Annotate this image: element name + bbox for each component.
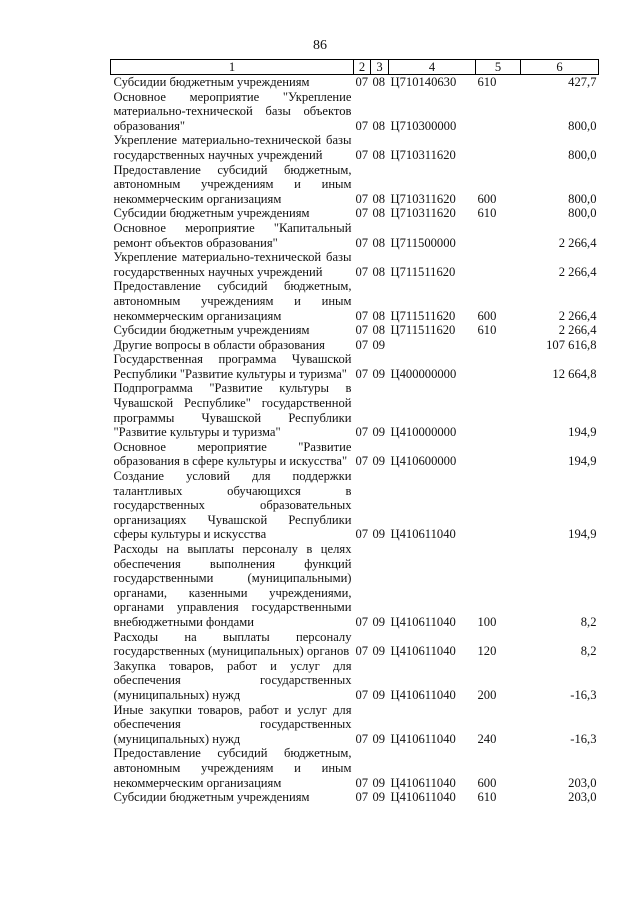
row-section: 07 [355, 454, 369, 469]
budget-table [110, 59, 599, 805]
row-expense-type [476, 338, 521, 353]
header-col-3: 3 [371, 60, 389, 75]
row-section: 07 [355, 308, 369, 323]
row-name: Создание условий для поддержки талантливых обучающихся в государственных образовательных организациях Чувашской Республики сферы культуры и искусства [113, 469, 352, 542]
row-amount: 2 266,4 [558, 308, 597, 323]
row-target-code: Ц710311620 [390, 191, 456, 206]
row-name: Укрепление материально-технической базы государственных научных учреждений [113, 250, 352, 279]
header-col-4: 4 [389, 60, 476, 75]
row-amount: 194,9 [568, 425, 597, 440]
header-col-6: 6 [521, 60, 599, 75]
table-body [111, 75, 599, 805]
row-section: 07 [355, 790, 369, 805]
row-subsection: 09 [372, 425, 386, 440]
table-row [111, 469, 599, 542]
row-section: 07 [355, 323, 369, 338]
row-target-code: Ц710140630 [390, 75, 457, 89]
row-name: Субсидии бюджетным учреждениям [113, 75, 310, 89]
row-name: Субсидии бюджетным учреждениям [113, 790, 310, 805]
row-expense-type: 120 [477, 644, 497, 659]
row-section: 07 [355, 75, 369, 89]
row-name: Субсидии бюджетным учреждениям [113, 206, 310, 221]
table-row [111, 338, 599, 353]
row-subsection: 09 [372, 366, 386, 381]
row-target-code: Ц410611040 [390, 687, 456, 702]
table-row [111, 790, 599, 805]
row-name: Другие вопросы в области образования [113, 337, 325, 352]
table-row [111, 746, 599, 790]
row-section: 07 [355, 425, 369, 440]
row-section: 07 [355, 206, 369, 221]
row-expense-type [476, 381, 521, 439]
row-section: 07 [355, 366, 369, 381]
row-name: Расходы на выплаты персоналу в целях обеспечения выполнения функций государственными (муниципальными) органами, казенными учреждениями, органами управления государственными внебюджетными фондами [113, 542, 352, 629]
table-row [111, 703, 599, 747]
row-section: 07 [355, 235, 369, 250]
row-subsection: 08 [372, 75, 386, 89]
page-number: 86 [313, 38, 327, 53]
row-section: 07 [355, 147, 369, 162]
row-subsection: 08 [372, 147, 386, 162]
table-row [111, 206, 599, 221]
table-row [111, 542, 599, 630]
row-subsection: 08 [372, 323, 386, 338]
row-target-code: Ц410600000 [390, 454, 457, 469]
row-subsection: 09 [372, 614, 386, 629]
row-expense-type [476, 250, 521, 279]
row-subsection: 09 [372, 731, 386, 746]
table-header [111, 60, 599, 75]
table-row [111, 630, 599, 659]
row-amount: 12 664,8 [552, 366, 597, 381]
row-section: 07 [355, 527, 369, 542]
row-target-code: Ц710311620 [390, 206, 456, 221]
row-amount: 2 266,4 [558, 264, 597, 279]
row-subsection: 08 [372, 191, 386, 206]
row-target-code: Ц410611040 [390, 644, 456, 659]
row-expense-type: 600 [477, 191, 497, 206]
row-amount: 800,0 [568, 206, 597, 221]
row-expense-type [476, 133, 521, 162]
row-name: Иные закупки товаров, работ и услуг для обеспечения государственных (муниципальных) нужд [113, 702, 352, 746]
table-row [111, 221, 599, 250]
row-subsection: 08 [372, 206, 386, 221]
row-expense-type [476, 440, 521, 469]
row-expense-type: 610 [477, 323, 497, 338]
row-amount: 8,2 [580, 614, 597, 629]
row-subsection: 09 [372, 527, 386, 542]
row-target-code: Ц711511620 [390, 264, 456, 279]
row-section: 07 [355, 687, 369, 702]
row-amount: -16,3 [570, 687, 597, 702]
row-amount: 203,0 [568, 775, 597, 790]
row-target-code: Ц410611040 [390, 527, 456, 542]
table-row [111, 163, 599, 207]
row-amount: 427,7 [568, 75, 597, 89]
row-expense-type: 600 [477, 775, 497, 790]
row-subsection: 08 [372, 308, 386, 323]
row-name: Основное мероприятие "Развитие образования в сфере культуры и искусства" [113, 439, 352, 469]
table-row [111, 381, 599, 439]
row-target-code: Ц711511620 [390, 308, 456, 323]
header-col-2: 2 [354, 60, 371, 75]
row-amount: 800,0 [568, 118, 597, 133]
row-target-code: Ц711511620 [390, 323, 456, 338]
row-expense-type [476, 352, 521, 381]
row-name: Государственная программа Чувашской Республики "Развитие культуры и туризма" [113, 352, 352, 381]
row-expense-type: 610 [477, 75, 497, 89]
row-subsection: 09 [372, 337, 386, 352]
row-subsection: 09 [372, 644, 386, 659]
row-amount: 203,0 [568, 790, 597, 805]
row-expense-type: 240 [477, 731, 497, 746]
row-section: 07 [355, 337, 369, 352]
row-expense-type [476, 469, 521, 542]
row-amount: 2 266,4 [558, 323, 597, 338]
table-row [111, 323, 599, 338]
row-subsection: 09 [372, 687, 386, 702]
row-name: Предоставление субсидий бюджетным, автономным учреждениям и иным некоммерческим организациям [113, 279, 352, 323]
row-amount: 194,9 [568, 527, 597, 542]
row-amount: -16,3 [570, 731, 597, 746]
table-row [111, 133, 599, 162]
row-amount: 194,9 [568, 454, 597, 469]
row-amount: 2 266,4 [558, 235, 597, 250]
row-expense-type: 610 [477, 790, 497, 805]
row-name: Основное мероприятие "Укрепление материально-технической базы объектов образования" [113, 89, 352, 133]
row-name: Основное мероприятие "Капитальный ремонт объектов образования" [113, 220, 352, 250]
row-target-code [389, 338, 476, 353]
row-target-code: Ц710311620 [390, 147, 456, 162]
row-target-code: Ц410611040 [390, 790, 456, 805]
row-subsection: 09 [372, 775, 386, 790]
row-expense-type: 610 [477, 206, 497, 221]
row-subsection: 09 [372, 454, 386, 469]
row-target-code: Ц711500000 [390, 235, 456, 250]
header-col-5: 5 [476, 60, 521, 75]
row-section: 07 [355, 775, 369, 790]
row-name: Расходы на выплаты персоналу государственных (муниципальных) органов [113, 629, 352, 659]
row-target-code: Ц410000000 [390, 425, 457, 440]
row-expense-type [476, 221, 521, 250]
row-name: Предоставление субсидий бюджетным, автономным учреждениям и иным некоммерческим организациям [113, 162, 352, 206]
header-col-1: 1 [111, 60, 354, 75]
row-section: 07 [355, 644, 369, 659]
row-target-code: Ц400000000 [390, 366, 457, 381]
table-row [111, 75, 599, 90]
table-row [111, 250, 599, 279]
table-row [111, 440, 599, 469]
row-section: 07 [355, 731, 369, 746]
row-name: Субсидии бюджетным учреждениям [113, 323, 310, 338]
header-row [111, 60, 599, 75]
row-target-code: Ц410611040 [390, 731, 456, 746]
row-subsection: 08 [372, 118, 386, 133]
row-name: Укрепление материально-технической базы государственных научных учреждений [113, 133, 352, 162]
row-subsection: 09 [372, 790, 386, 805]
row-expense-type: 200 [477, 687, 497, 702]
row-amount: 8,2 [580, 644, 597, 659]
row-target-code: Ц410611040 [390, 614, 456, 629]
row-section: 07 [355, 118, 369, 133]
row-section: 07 [355, 264, 369, 279]
table-row [111, 279, 599, 323]
row-section: 07 [355, 191, 369, 206]
row-expense-type [476, 90, 521, 134]
row-expense-type: 600 [477, 308, 497, 323]
row-target-code: Ц410611040 [390, 775, 456, 790]
row-section: 07 [355, 614, 369, 629]
table-row [111, 90, 599, 134]
table-row [111, 352, 599, 381]
row-amount: 800,0 [568, 147, 597, 162]
row-expense-type: 100 [477, 614, 497, 629]
row-amount: 107 616,8 [546, 337, 597, 352]
row-name: Закупка товаров, работ и услуг для обеспечения государственных (муниципальных) нужд [113, 658, 352, 702]
row-name: Предоставление субсидий бюджетным, автономным учреждениям и иным некоммерческим организациям [113, 746, 352, 790]
row-subsection: 08 [372, 264, 386, 279]
row-subsection: 08 [372, 235, 386, 250]
row-target-code: Ц710300000 [390, 118, 457, 133]
row-name: Подпрограмма "Развитие культуры в Чувашской Республике" государственной программы Чувашской Республики "Развитие культуры и туризма" [113, 381, 352, 440]
row-amount: 800,0 [568, 191, 597, 206]
table-row [111, 659, 599, 703]
